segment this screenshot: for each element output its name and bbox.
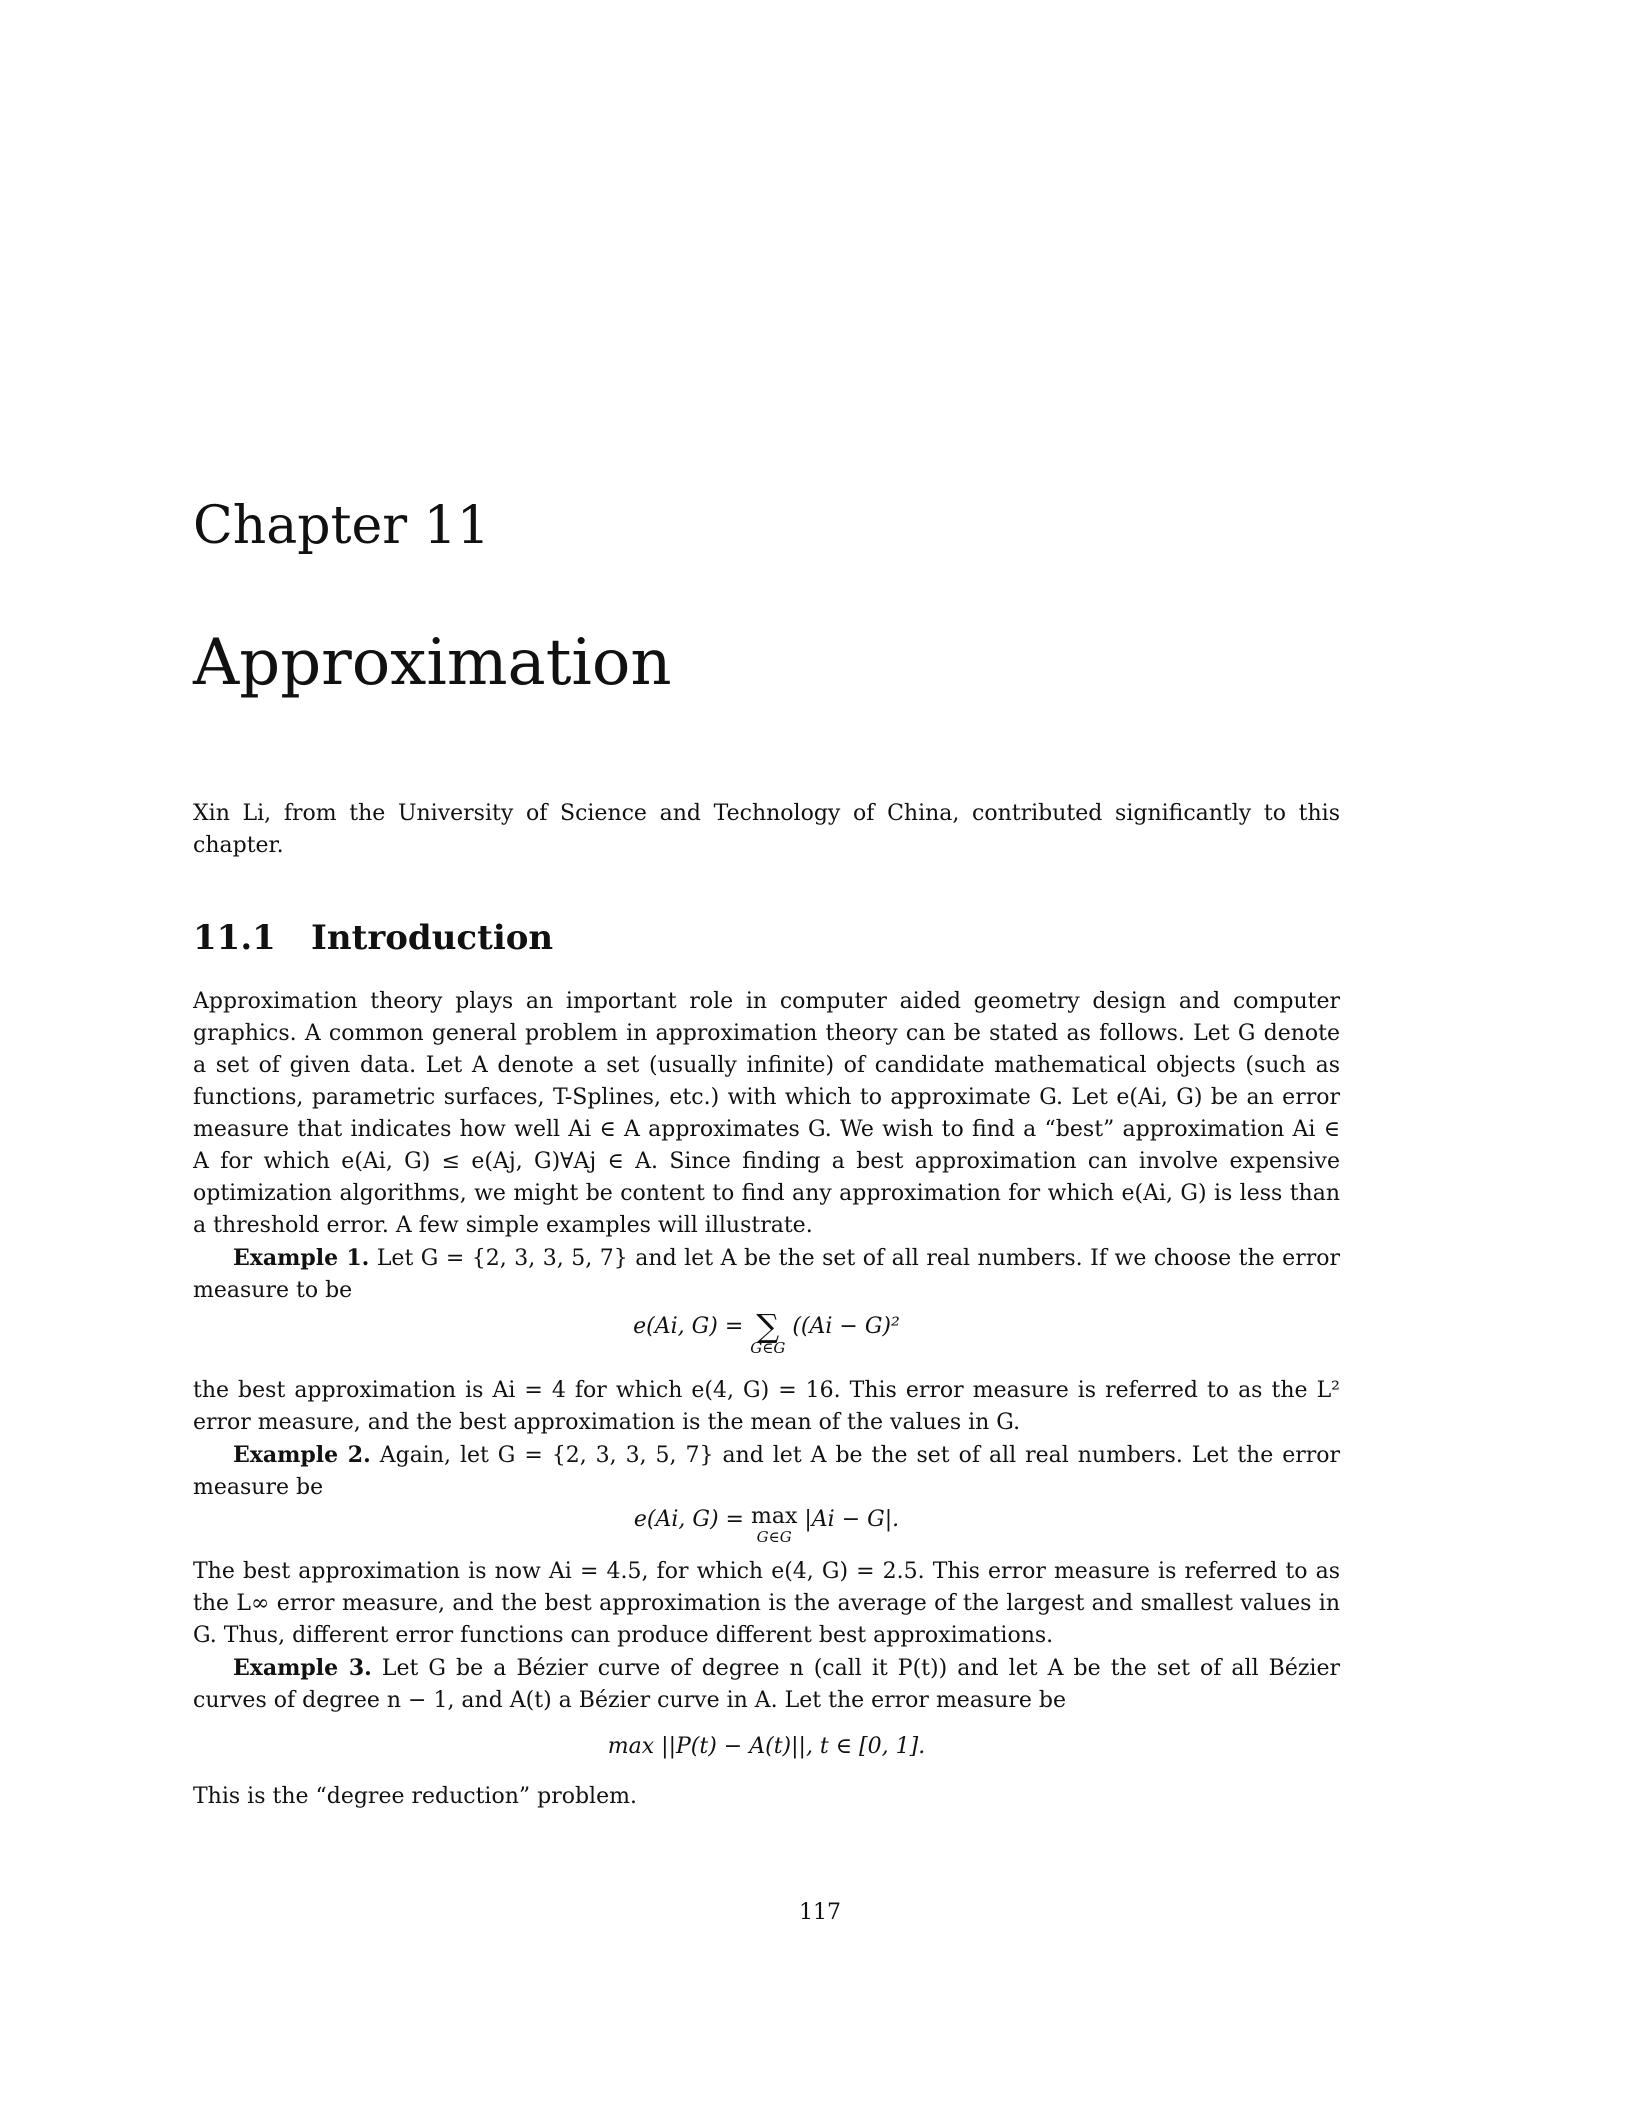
intro-paragraph: Approximation theory plays an important role in computer aided geometry design and computer graphics. A common general problem in approximation theory can be stated as follows. Let G denote a set of given data. Let A denote a set (usually infinite) of candidate mathematical objects (such as functions, parametric surfaces, T-Splines, etc.) with which to approximate G. Let e(Ai, G) be an error measure that indicates how well Ai ∈ A approximates G. We wish to find a “best” approximation Ai ∈ A for which e(Ai, G) ≤ e(Aj, G)∀Aj ∈ A. Since finding a best approximation can involve expensive optimization algorithms, we might be content to find any approximation for which e(Ai, G) is less than a threshold error. A few simple examples will illustrate. xyxy=(193,989,1340,1238)
section-heading xyxy=(193,918,553,958)
example-3-text: Let G be a Bézier curve of degree n (call it P(t)) and let A be the set of all Bézier curves of degree n − 1, and A(t) a Bézier curve in A. Let the error measure be xyxy=(193,1656,1341,1713)
equation-linf-error xyxy=(193,1504,1340,1556)
example-2-paragraph xyxy=(193,1439,1340,1504)
example-1-label: Example 1. xyxy=(233,1245,370,1271)
equation-degree-reduction xyxy=(193,1731,1340,1767)
chapter-title: Approximation xyxy=(193,626,672,700)
equation-linf-lhs: e(Ai, G) = xyxy=(633,1507,744,1532)
section-body xyxy=(193,986,1340,1813)
example-3-result: This is the “degree reduction” problem. xyxy=(193,1784,637,1809)
page-number: 117 xyxy=(799,1900,841,1925)
equation-degree-reduction-text: max ||P(t) − A(t)||, t ∈ [0, 1]. xyxy=(607,1734,926,1759)
equation-l2-error xyxy=(193,1307,1340,1375)
summation-operator xyxy=(750,1307,786,1357)
example-3-label: Example 3. xyxy=(233,1655,372,1681)
chapter-label: Chapter 11 xyxy=(193,496,490,556)
section-number: 11.1 xyxy=(193,918,276,958)
example-2-text: Again, let G = {2, 3, 3, 5, 7} and let A be the set of all real numbers. Let the error measure be xyxy=(193,1443,1341,1500)
example-1-result: the best approximation is Ai = 4 for which e(4, G) = 16. This error measure is referred to as the L² error measure, and the best approximation is the mean of the values in G. xyxy=(193,1378,1340,1435)
example-1-paragraph xyxy=(193,1242,1340,1307)
equation-l2-lhs: e(Ai, G) = xyxy=(633,1314,744,1339)
section-title: Introduction xyxy=(311,918,554,958)
max-operator xyxy=(751,1504,797,1544)
sum-symbol: ∑ xyxy=(756,1307,780,1345)
example-2-result: The best approximation is now Ai = 4.5, for which e(4, G) = 2.5. This error measure is referred to as the L∞ error measure, and the best approximation is the average of the largest and smallest values in G. Thus, different error functions can produce different best approximations. xyxy=(193,1559,1340,1648)
equation-linf-rhs: |Ai − G|. xyxy=(804,1507,900,1532)
max-symbol: max xyxy=(750,1504,798,1529)
example-2-label: Example 2. xyxy=(233,1442,371,1468)
example-3-paragraph xyxy=(193,1652,1340,1717)
max-subscript: G∈G xyxy=(756,1528,792,1546)
chapter-credit: Xin Li, from the University of Science and Technology of China, contributed significantly to this chapter. xyxy=(193,801,1340,858)
sum-subscript: G∈G xyxy=(750,1339,786,1357)
example-1-text: Let G = {2, 3, 3, 5, 7} and let A be the set of all real numbers. If we choose the error measure to be xyxy=(193,1246,1340,1303)
equation-l2-rhs: ((Ai − G)² xyxy=(792,1314,900,1339)
